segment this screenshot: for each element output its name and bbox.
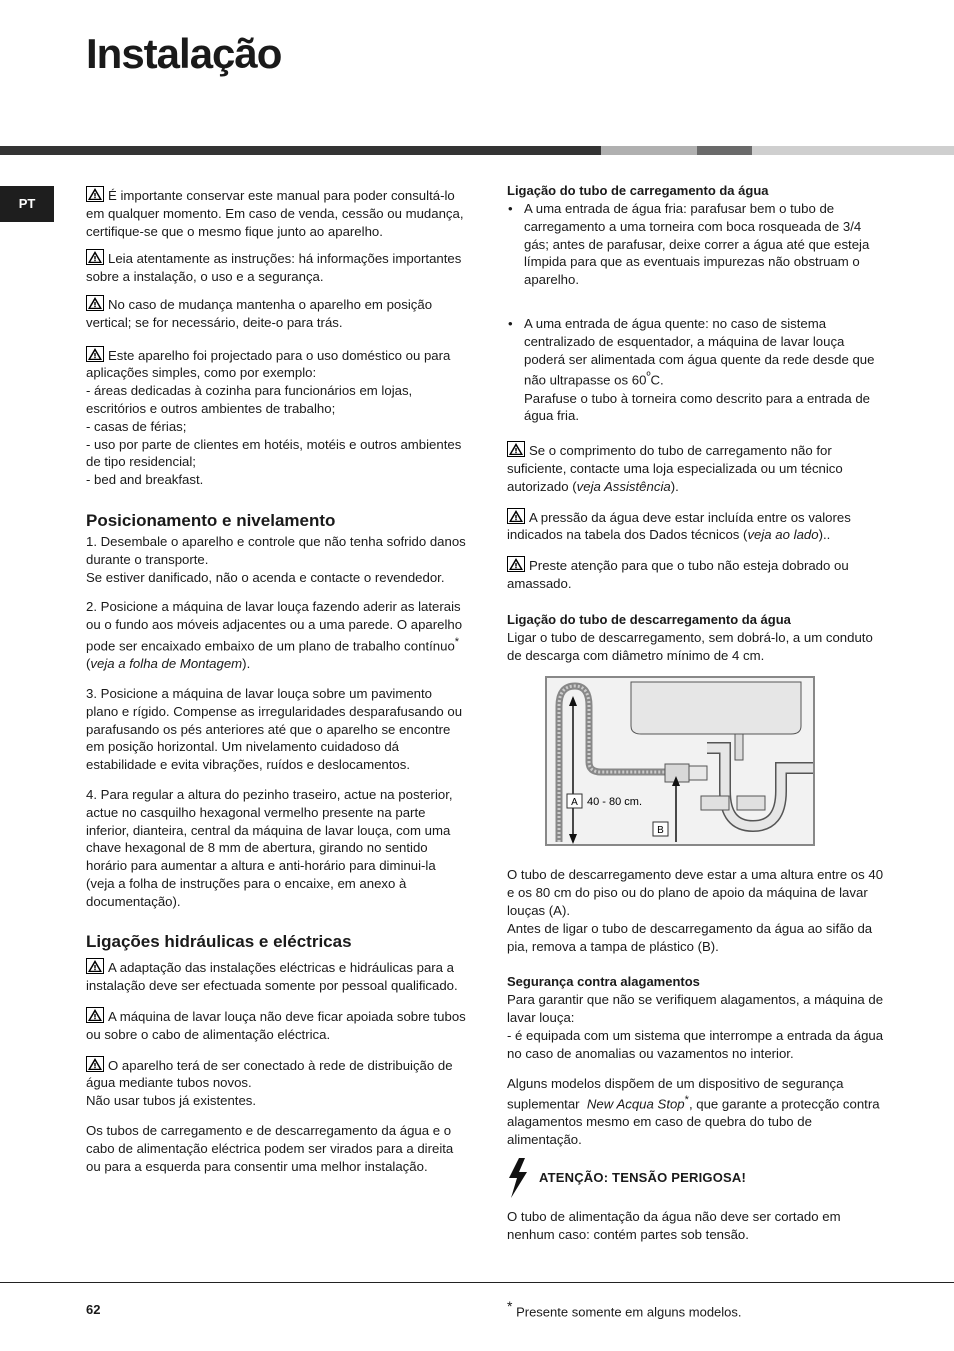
warning-icon: [507, 441, 525, 457]
warning-icon: [507, 556, 525, 572]
intro-paragraph: É importante conservar este manual para poder consultá-lo em qualquer momento. Em caso de venda, cessão ou mudança, certifique-se que o mesmo fique junto ao aparelho.: [86, 188, 464, 239]
warning-paragraph: A adaptação das instalações eléctricas e hidráulicas para a instalação deve ser efectuada somente por pessoal qualificado.: [86, 960, 458, 994]
footer-divider: [0, 1282, 954, 1283]
section-heading-hydraulic: Ligações hidráulicas e eléctricas: [86, 932, 352, 952]
paragraph: Para garantir que não se verifiquem alagamentos, a máquina de lavar louça: - é equipada com um sistema que interrompe a entrada da água no caso de anomalias ou vazamentos no interior.: [507, 992, 884, 1061]
section-heading-load: Ligação do tubo de carregamento da água: [507, 183, 769, 198]
warning-icon: [507, 508, 525, 524]
paragraph: 3. Posicione a máquina de lavar louça sobre um pavimento plano e rígido. Compense as irregularidades desparafusando ou parafusando os pés anteriores até que o aparelho se encontre em posição horizontal. Um nivelamento cuidadoso dá estabilidade e evita vibrações, ruídos e deslocamentos.: [86, 685, 463, 773]
warning-icon: [86, 1007, 104, 1023]
paragraph: 4. Para regular a altura do pezinho traseiro, actue na posterior, actue no casquilho hexagonal vermelho presente na parte inferior, dianteira, central da máquina de lavar louça, com uma chave hexagonal de 8 mm de abertura, girando no sentido horário para aumentar a altura e anti-horário para diminui-la (veja a folha de instruções para o encaixe, em anexo à documentação).: [86, 786, 453, 909]
intro-paragraph: No caso de mudança mantenha o aparelho em posição vertical; se for necessário, deite-o para trás.: [86, 296, 433, 330]
paragraph: 2. Posicione a máquina de lavar louça fazendo aderir as laterais ou o fundo aos móveis adjacentes ou a uma parede. O aparelho pode ser encaixado embaixo de um plano de trabalho contínuo* (veja a folha de Montagem).: [86, 599, 463, 672]
header-bar: [0, 146, 954, 155]
diagram-range-label: 40 - 80 cm.: [587, 796, 643, 809]
warning-paragraph: O aparelho terá de ser conectado à rede de distribuição de água mediante tubos novos. Não usar tubos já existentes.: [86, 1057, 453, 1109]
warning-icon: [86, 295, 104, 311]
page-title: Instalação: [86, 30, 282, 77]
warning-paragraph: Preste atenção para que o tubo não esteja dobrado ou amassado.: [507, 558, 849, 591]
paragraph: O tubo de alimentação da água não deve ser cortado em nenhum caso: contém partes sob tensão.: [507, 1209, 841, 1242]
diagram-label-a: A: [571, 797, 578, 809]
load-list: [507, 200, 885, 425]
section-heading-positioning: Posicionamento e nivelamento: [86, 510, 336, 530]
warning-paragraph: A pressão da água deve estar incluída entre os valores indicados na tabela dos Dados técnicos (veja ao lado)..: [507, 509, 851, 543]
drain-diagram: [545, 676, 815, 846]
warning-icon: [86, 346, 104, 362]
section-heading-flood: Segurança contra alagamentos: [507, 974, 700, 990]
list-item: - áreas dedicadas à cozinha para funcionários em lojas, escritórios e outros ambientes de trabalho;: [86, 383, 413, 416]
page-number: 62: [86, 1302, 101, 1317]
warning-icon: [86, 958, 104, 974]
paragraph: Ligar o tubo de descarregamento, sem dobrá-lo, a um conduto de descarga com diâmetro mínimo de 4 cm.: [507, 629, 873, 663]
right-column: [507, 182, 885, 1253]
warning-icon: [86, 1056, 104, 1072]
lightning-icon: [507, 1158, 529, 1198]
warning-icon: [86, 186, 104, 202]
list-item: • A uma entrada de água quente: no caso de sistema centralizado de esquentador, a máquina de lavar louça poderá ser alimentada com água quente da rede desde que não ultrapasse os $60^ºC$. Parafuse o tubo à torneira como descrito para a entrada de água fria.: [507, 315, 885, 425]
diagram-label-b: B: [657, 825, 664, 837]
paragraph: Antes de ligar o tubo de descarregamento da água ao sifão da pia, remova a tampa de plástico (B).: [507, 920, 873, 954]
list-item: • A uma entrada de água fria: parafusar bem o tubo de carregamento a uma torneira com boca rosqueada de 3/4 gás; antes de parafusar, deixe correr a água até que esteja límpida para que as eventuais impurezas não obstruam o aparelho.: [507, 200, 885, 289]
danger-label: ATENÇÃO: TENSÃO PERIGOSA!: [539, 1170, 746, 1186]
list-item: - uso por parte de clientes em hotéis, motéis e outros ambientes de tipo residencial;: [86, 436, 462, 470]
warning-paragraph: Se o comprimento do tubo de carregamento não for suficiente, contacte uma loja especializada ou um técnico autorizado (veja Assistência).: [507, 443, 843, 494]
paragraph: Os tubos de carregamento e de descarregamento da água e o cabo de alimentação eléctrica podem ser virados para a direita ou para a esquerda para consentir uma melhor instalação.: [86, 1123, 454, 1174]
language-tab: PT: [0, 186, 54, 222]
list-item: - bed and breakfast.: [86, 472, 204, 488]
list-item: - casas de férias;: [86, 418, 187, 434]
left-column: [86, 186, 466, 1184]
warning-icon: [86, 249, 104, 265]
paragraph: O tubo de descarregamento deve estar a uma altura entre os 40 e os 80 cm do piso ou do plano de apoio da máquina de lavar louças (A).: [507, 867, 884, 918]
paragraph: Alguns modelos dispõem de um dispositivo de segurança suplementar New Acqua Stop*, que garante a protecção contra alagamentos mesmo em caso de quebra do tubo de alimentação.: [507, 1075, 880, 1148]
domestic-use-paragraph: Este aparelho foi projectado para o uso doméstico ou para aplicações simples, como por exemplo: - áreas dedicadas à cozinha para funcionários em lojas, escritórios e outros ambientes de trabalho; - casas de férias; - uso por parte de clientes em hotéis, motéis e outros ambientes de tipo residencial; - bed and breakfast.: [86, 347, 462, 488]
intro-paragraph: Leia atentamente as instruções: há informações importantes sobre a instalação, o uso e a segurança.: [86, 251, 462, 285]
section-heading-drain: Ligação do tubo de descarregamento da água: [507, 611, 791, 627]
danger-notice: [507, 1158, 885, 1198]
paragraph: 1. Desembale o aparelho e controle que não tenha sofrido danos durante o transporte. Se estiver danificado, não o acenda e contacte o revendedor.: [86, 533, 466, 585]
warning-paragraph: A máquina de lavar louça não deve ficar apoiada sobre tubos ou sobre o cabo de alimentação eléctrica.: [86, 1009, 466, 1042]
footnote: * Presente somente em alguns modelos.: [507, 1298, 742, 1320]
